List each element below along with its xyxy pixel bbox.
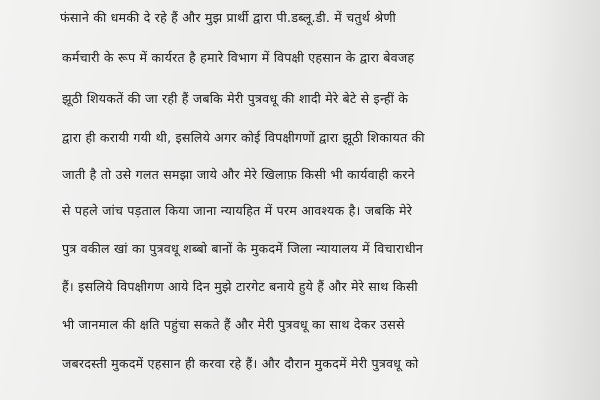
text-line-10: जबरदस्ती मुकदमें एहसान ही करवा रहे हैं। और दौरान मुकदमें मेरी पुत्रवधू को <box>62 356 419 371</box>
text-line-1: फंसाने की धमकी दे रहे हैं और मुझ प्रार्थी द्वारा पी.डब्लू.डी. में चतुर्थ श्रेणी <box>60 10 396 25</box>
text-line-9: भी जानमाल की क्षति पहुंचा सकते हैं और मेरी पुत्रवधू का साथ देकर उससे <box>62 317 405 332</box>
text-line-4: द्वारा ही करायी गयी थी, इसलिये अगर कोई विपक्षीगणों द्वारा झूठी शिकायत की <box>62 130 425 145</box>
text-line-5: जाती है तो उसे गलत समझा जाये और मेरे खिलाफ़ किसी भी कार्यवाही करने <box>62 167 415 182</box>
text-line-8: हैं। इसलिये विपक्षीगण आये दिन मुझे टारगेट बनाये हुये हैं और मेरे साथ किसी <box>62 279 418 294</box>
text-line-3: झूठी शियकतें की जा रही हैं जबकि मेरी पुत्रवधू की शादी मेरे बेटे से इन्हीं के <box>62 91 409 106</box>
text-line-7: पुत्र वकील खां का पुत्रवधू शब्बो बानों के मुकदमें जिला न्यायालय में विचाराधीन <box>62 241 423 256</box>
text-line-2: कर्मचारी के रूप में कार्यरत है हमारे विभाग में विपक्षी एहसान के द्वारा बेवजह <box>62 50 415 65</box>
page-edge-shadow <box>530 0 600 400</box>
text-line-6: से पहले जांच पड़ताल किया जाना न्यायहित में परम आवश्यक है। जबकि मेरे <box>62 203 413 218</box>
